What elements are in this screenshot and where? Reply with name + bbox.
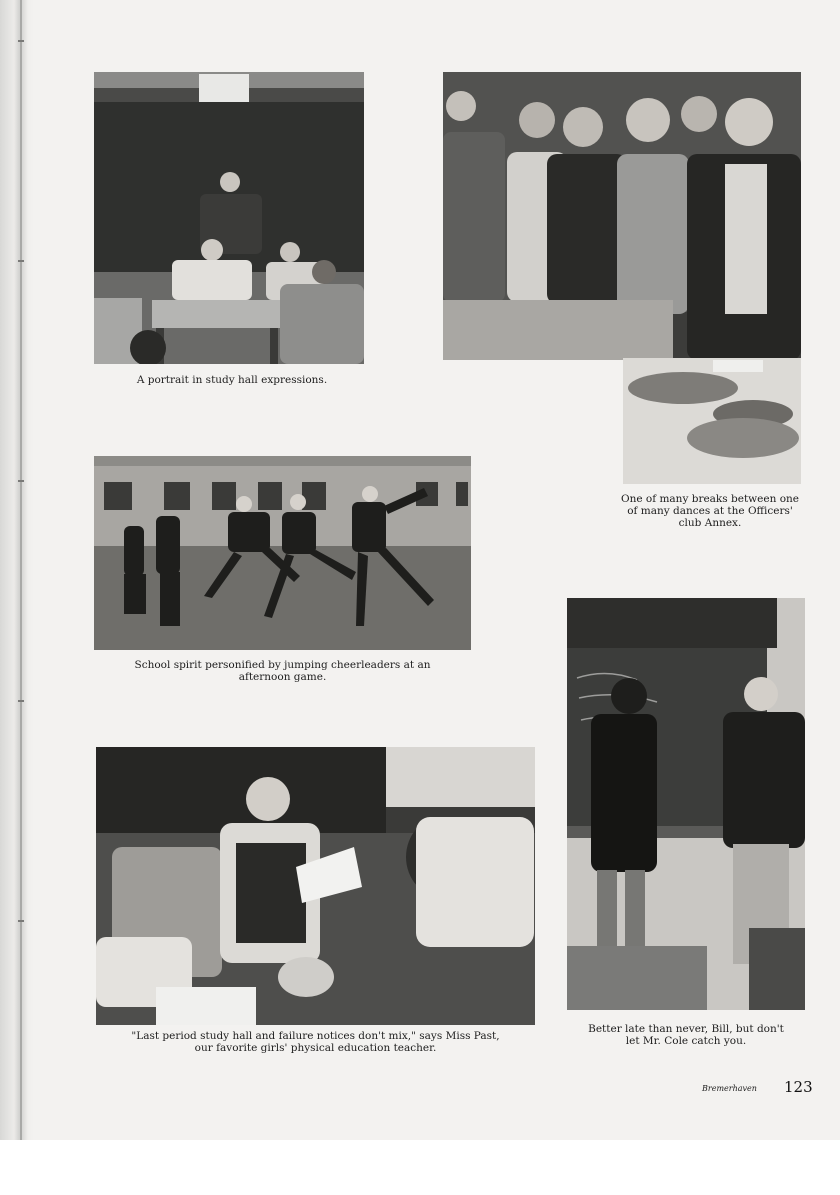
footer-label: Bremerhaven (702, 1084, 757, 1093)
binding-stitch-line (20, 0, 22, 1140)
study-hall-caption: A portrait in study hall expressions. (136, 374, 328, 386)
binding-stitch (18, 920, 24, 922)
binding-stitch (18, 40, 24, 42)
binding-stitch (18, 480, 24, 482)
cheerleaders-caption-line: afternoon game. (238, 671, 327, 683)
binding-stitch (18, 260, 24, 262)
last-period-caption-line: our favorite girls' physical education teacher. (194, 1042, 437, 1054)
last-period-study-hall-photo (96, 747, 535, 1025)
cheerleaders-caption-line: School spirit personified by jumping cheerleaders at an (134, 659, 431, 671)
dance-break-photo-top (443, 72, 801, 360)
last-period-caption-line: "Last period study hall and failure notices don't mix," says Miss Past, (131, 1030, 500, 1042)
dance-break-caption (612, 493, 808, 529)
page-number: 123 (784, 1078, 813, 1096)
chalkboard-photo (567, 598, 805, 1010)
dance-break-caption-line: of many dances at the Officers' (627, 505, 793, 517)
cheerleaders-caption (94, 659, 471, 683)
last-period-caption (96, 1030, 535, 1054)
binding-stitch (18, 700, 24, 702)
cheerleaders-photo (94, 456, 471, 650)
dance-break-photo-table (623, 358, 801, 484)
page-binding (0, 0, 34, 1140)
late-caption-line: Better late than never, Bill, but don't (588, 1023, 784, 1035)
late-caption (567, 1023, 805, 1047)
dance-break-caption-line: club Annex. (678, 517, 742, 529)
dance-break-caption-line: One of many breaks between one (621, 493, 799, 505)
late-caption-line: let Mr. Cole catch you. (625, 1035, 747, 1047)
study-hall-photo (94, 72, 364, 364)
